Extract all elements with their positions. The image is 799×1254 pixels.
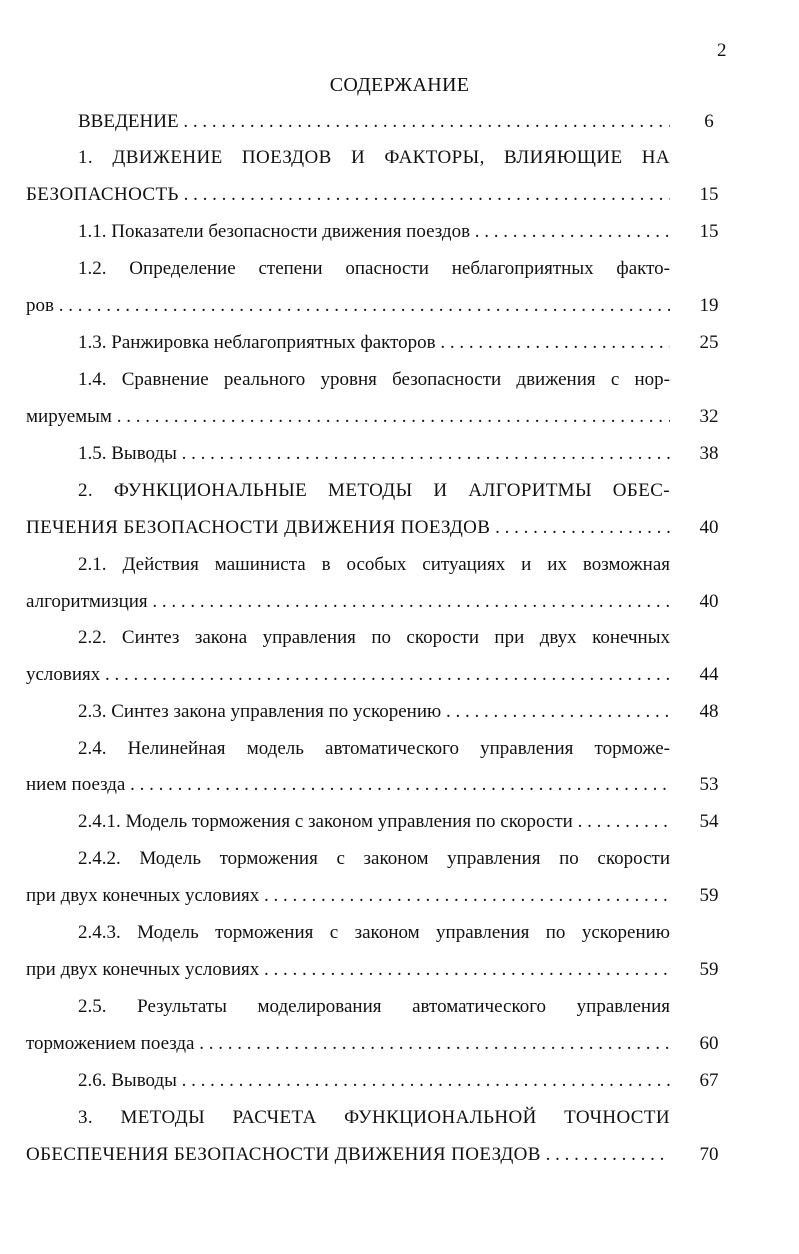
toc-page-number: 15 bbox=[699, 184, 719, 205]
toc-entry-label: 2.3. Синтез закона управления по ускорению . . . bbox=[78, 700, 670, 724]
toc-page-number: 44 bbox=[699, 664, 719, 685]
toc-page-number: 59 bbox=[699, 959, 719, 980]
toc-page-number: 19 bbox=[699, 295, 719, 316]
toc-entry-label-cont: БЕЗОПАСНОСТЬ . . . bbox=[26, 183, 670, 207]
page-title: СОДЕРЖАНИЕ bbox=[329, 74, 470, 96]
page-number: 2 bbox=[717, 40, 727, 61]
toc-entry-label-cont: нием поезда . . . bbox=[26, 773, 670, 797]
toc-entry-label-cont: алгоритмизция . . . bbox=[26, 590, 670, 614]
toc-page-number: 53 bbox=[699, 774, 719, 795]
toc-entry-label: 3. МЕТОДЫ РАСЧЕТА ФУНКЦИОНАЛЬНОЙ ТОЧНОСТИ bbox=[78, 1107, 670, 1128]
toc-page-number: 6 bbox=[704, 111, 714, 132]
toc-entry-label-cont: ПЕЧЕНИЯ БЕЗОПАСНОСТИ ДВИЖЕНИЯ ПОЕЗДОВ . . . bbox=[26, 516, 670, 540]
toc-entry-label: 2.4.2. Модель торможения с законом управления по скорости bbox=[78, 848, 670, 869]
toc-entry-label: 2.4.1. Модель торможения с законом управления по скорости . . . bbox=[78, 810, 670, 834]
toc-entry-label-cont: при двух конечных условиях . . . bbox=[26, 958, 670, 982]
toc-page-number: 15 bbox=[699, 221, 719, 242]
toc-entry-label: 1.1. Показатели безопасности движения поездов . . . bbox=[78, 220, 670, 244]
toc-entry-label: 1.3. Ранжировка неблагоприятных факторов . . . bbox=[78, 331, 670, 355]
toc-entry-label: 2. ФУНКЦИОНАЛЬНЫЕ МЕТОДЫ И АЛГОРИТМЫ ОБЕС- bbox=[78, 480, 670, 501]
toc-page-number: 48 bbox=[699, 701, 719, 722]
toc-entry-label: 1.4. Сравнение реального уровня безопасности движения с нор- bbox=[78, 369, 670, 390]
toc-page-number: 40 bbox=[699, 517, 719, 538]
toc-entry-label: 1. ДВИЖЕНИЕ ПОЕЗДОВ И ФАКТОРЫ, ВЛИЯЮЩИЕ НА bbox=[78, 147, 670, 168]
toc-page-number: 38 bbox=[699, 443, 719, 464]
toc-entry-label-cont: торможением поезда . . . bbox=[26, 1032, 670, 1056]
toc-entry-label: 2.4. Нелинейная модель автоматического управления торможе- bbox=[78, 738, 670, 759]
toc-page-number: 59 bbox=[699, 885, 719, 906]
toc-entry-label: 2.4.3. Модель торможения с законом управления по ускорению bbox=[78, 922, 670, 943]
toc-entry-label: 2.2. Синтез закона управления по скорости при двух конечных bbox=[78, 627, 670, 648]
toc-page-number: 54 bbox=[699, 811, 719, 832]
toc-page-number: 67 bbox=[699, 1070, 719, 1091]
toc-page-number: 25 bbox=[699, 332, 719, 353]
toc-page-number: 40 bbox=[699, 591, 719, 612]
toc-page-number: 70 bbox=[699, 1144, 719, 1165]
toc-entry-label-cont: условиях . . . bbox=[26, 663, 670, 687]
toc-entry-label-cont: при двух конечных условиях . . . bbox=[26, 884, 670, 908]
toc-entry-label-cont: ОБЕСПЕЧЕНИЯ БЕЗОПАСНОСТИ ДВИЖЕНИЯ ПОЕЗДОВ . . . bbox=[26, 1143, 670, 1167]
toc-entry-label: 2.5. Результаты моделирования автоматического управления bbox=[78, 996, 670, 1017]
toc-entry-label-cont: мируемым . . . bbox=[26, 405, 670, 429]
toc-entry-label: ВВЕДЕНИЕ . . . bbox=[78, 110, 670, 134]
toc-entry-label: 2.6. Выводы . . . bbox=[78, 1069, 670, 1093]
toc-entry-label: 2.1. Действия машиниста в особых ситуациях и их возможная bbox=[78, 554, 670, 575]
toc-entry-label: 1.5. Выводы . . . bbox=[78, 442, 670, 466]
toc-page-number: 32 bbox=[699, 406, 719, 427]
toc-entry-label: 1.2. Определение степени опасности неблагоприятных факто- bbox=[78, 258, 670, 279]
toc-entry-label-cont: ров . . . bbox=[26, 294, 670, 318]
toc-page-number: 60 bbox=[699, 1033, 719, 1054]
